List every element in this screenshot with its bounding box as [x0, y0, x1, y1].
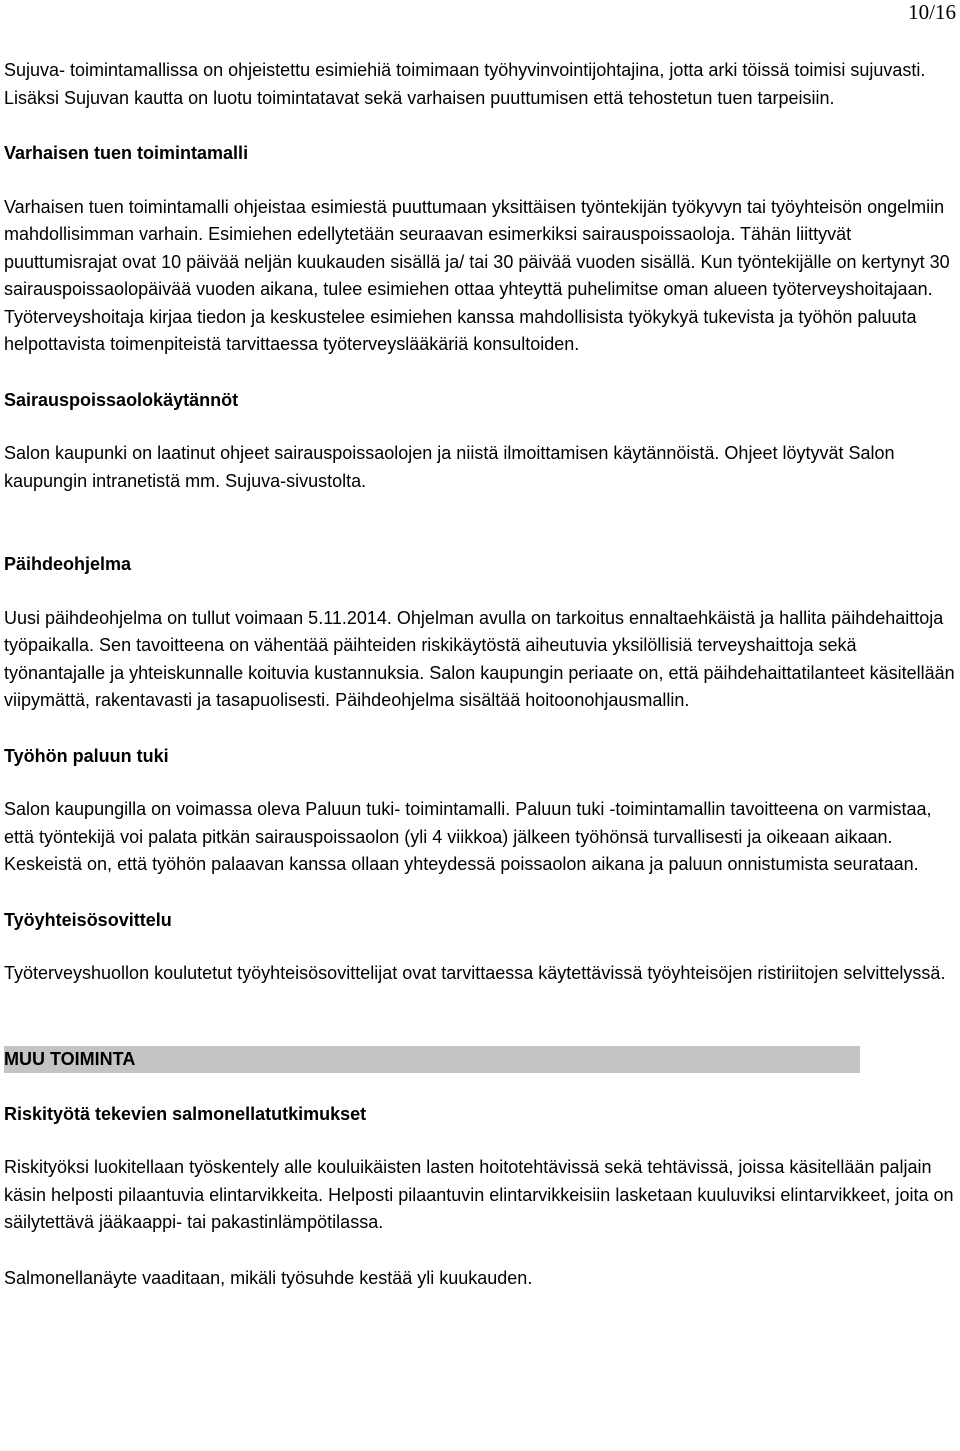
- paragraph-paihdeohjelma: Uusi päihdeohjelma on tullut voimaan 5.11.2014. Ohjelman avulla on tarkoitus ennaltaehkäistä ja hallita päihdehaittoja työpaikalla. Sen tavoitteena on vähentää päihteiden riskikäytöstä aiheutuvia yksilöllisiä terveyshaittoja sekä työnantajalle ja yhteiskunnalle koituvia kustannuksia. Salon kaupungin periaate on, että päihdehaittatilanteet käsitellään viipymättä, rakentavasti ja tasapuolisesti. Päihdeohjelma sisältää hoitoonohjausmallin.: [4, 607, 955, 710]
- paragraph-salmonellanayte: Salmonellanäyte vaaditaan, mikäli työsuhde kestää yli kuukauden.: [4, 1267, 533, 1288]
- section-bar-muu-toiminta: MUU TOIMINTA: [4, 1046, 860, 1073]
- paragraph-varhaisen-tuen: Varhaisen tuen toimintamalli ohjeistaa esimiestä puuttumaan yksittäisen työntekijän työkyvyn tai työyhteisön ongelmiin mahdollisimman varhain. Esimiehen edellytetään seuraavan esimerkiksi sairauspoissaoloja. Tähän liittyvät puuttumisrajat ovat 10 päivää neljän kuukauden sisällä ja/ tai 30 päivää vuoden sisällä. Kun työntekijälle on kertynyt 30 sairauspoissaolopäivää vuoden aikana, tulee esimiehen ottaa yhteyttä puhelimitse oman alueen työterveyshoitajaan. Työterveyshoitaja kirjaa tiedon ja keskustelee esimiehen kanssa mahdollisista työkykyä tukevista ja työhön paluuta helpottavista toimenpiteistä tarvittaessa työterveyslääkäriä konsultoiden.: [4, 196, 950, 354]
- intro-paragraph: Sujuva- toimintamallissa on ohjeistettu esimiehiä toimimaan työhyvinvointijohtajina, jotta arki töissä toimisi sujuvasti. Lisäksi Sujuvan kautta on luotu toimintatavat sekä varhaisen puuttumisen että tehostetun tuen tarpeisiin.: [4, 60, 926, 108]
- page-number: 10/16: [908, 0, 956, 24]
- document-body: [4, 57, 956, 1292]
- heading-tyoyhteisosovittelu: Työyhteisösovittelu: [4, 909, 172, 930]
- heading-salmonellatutkimukset: Riskityötä tekevien salmonellatutkimukset: [4, 1103, 367, 1124]
- heading-paihdeohjelma: Päihdeohjelma: [4, 554, 132, 574]
- paragraph-sairauspoissaolo: Salon kaupunki on laatinut ohjeet sairauspoissaolojen ja niistä ilmoittamisen käytännöistä. Ohjeet löytyvät Salon kaupungin intranetistä mm. Sujuva-sivustolta.: [4, 443, 895, 491]
- paragraph-tyohon-paluun-tuki: Salon kaupungilla on voimassa oleva Paluun tuki- toimintamalli. Paluun tuki -toimintamallin tavoitteena on varmistaa, että työntekijä voi palata pitkän sairauspoissaolon (yli 4 viikkoa) jälkeen työhönsä turvallisesti ja oikeaan aikaan. Keskeistä on, että työhön palaavan kanssa ollaan yhteydessä poissaolon aikana ja paluun onnistumista seurataan.: [4, 799, 932, 874]
- heading-tyohon-paluun-tuki: Työhön paluun tuki: [4, 745, 169, 766]
- heading-varhaisen-tuen: Varhaisen tuen toimintamalli: [4, 143, 249, 163]
- paragraph-tyoyhteisosovittelu: Työterveyshuollon koulutetut työyhteisösovittelijat ovat tarvittaessa käytettävissä työyhteisöjen ristiriitojen selvittelyssä.: [4, 963, 946, 983]
- paragraph-salmonellatutkimukset: Riskityöksi luokitellaan työskentely alle kouluikäisten lasten hoitotehtävissä sekä tehtävissä, joissa käsitellään paljain käsin helposti pilaantuvia elintarvikkeita. Helposti pilaantuvin elintarvikkeisiin lasketaan kuuluviksi elintarvikkeet, joita on säilytettävä jääkaappi- tai pakastinlämpötilassa.: [4, 1157, 954, 1232]
- heading-sairauspoissaolo: Sairauspoissaolokäytännöt: [4, 389, 239, 410]
